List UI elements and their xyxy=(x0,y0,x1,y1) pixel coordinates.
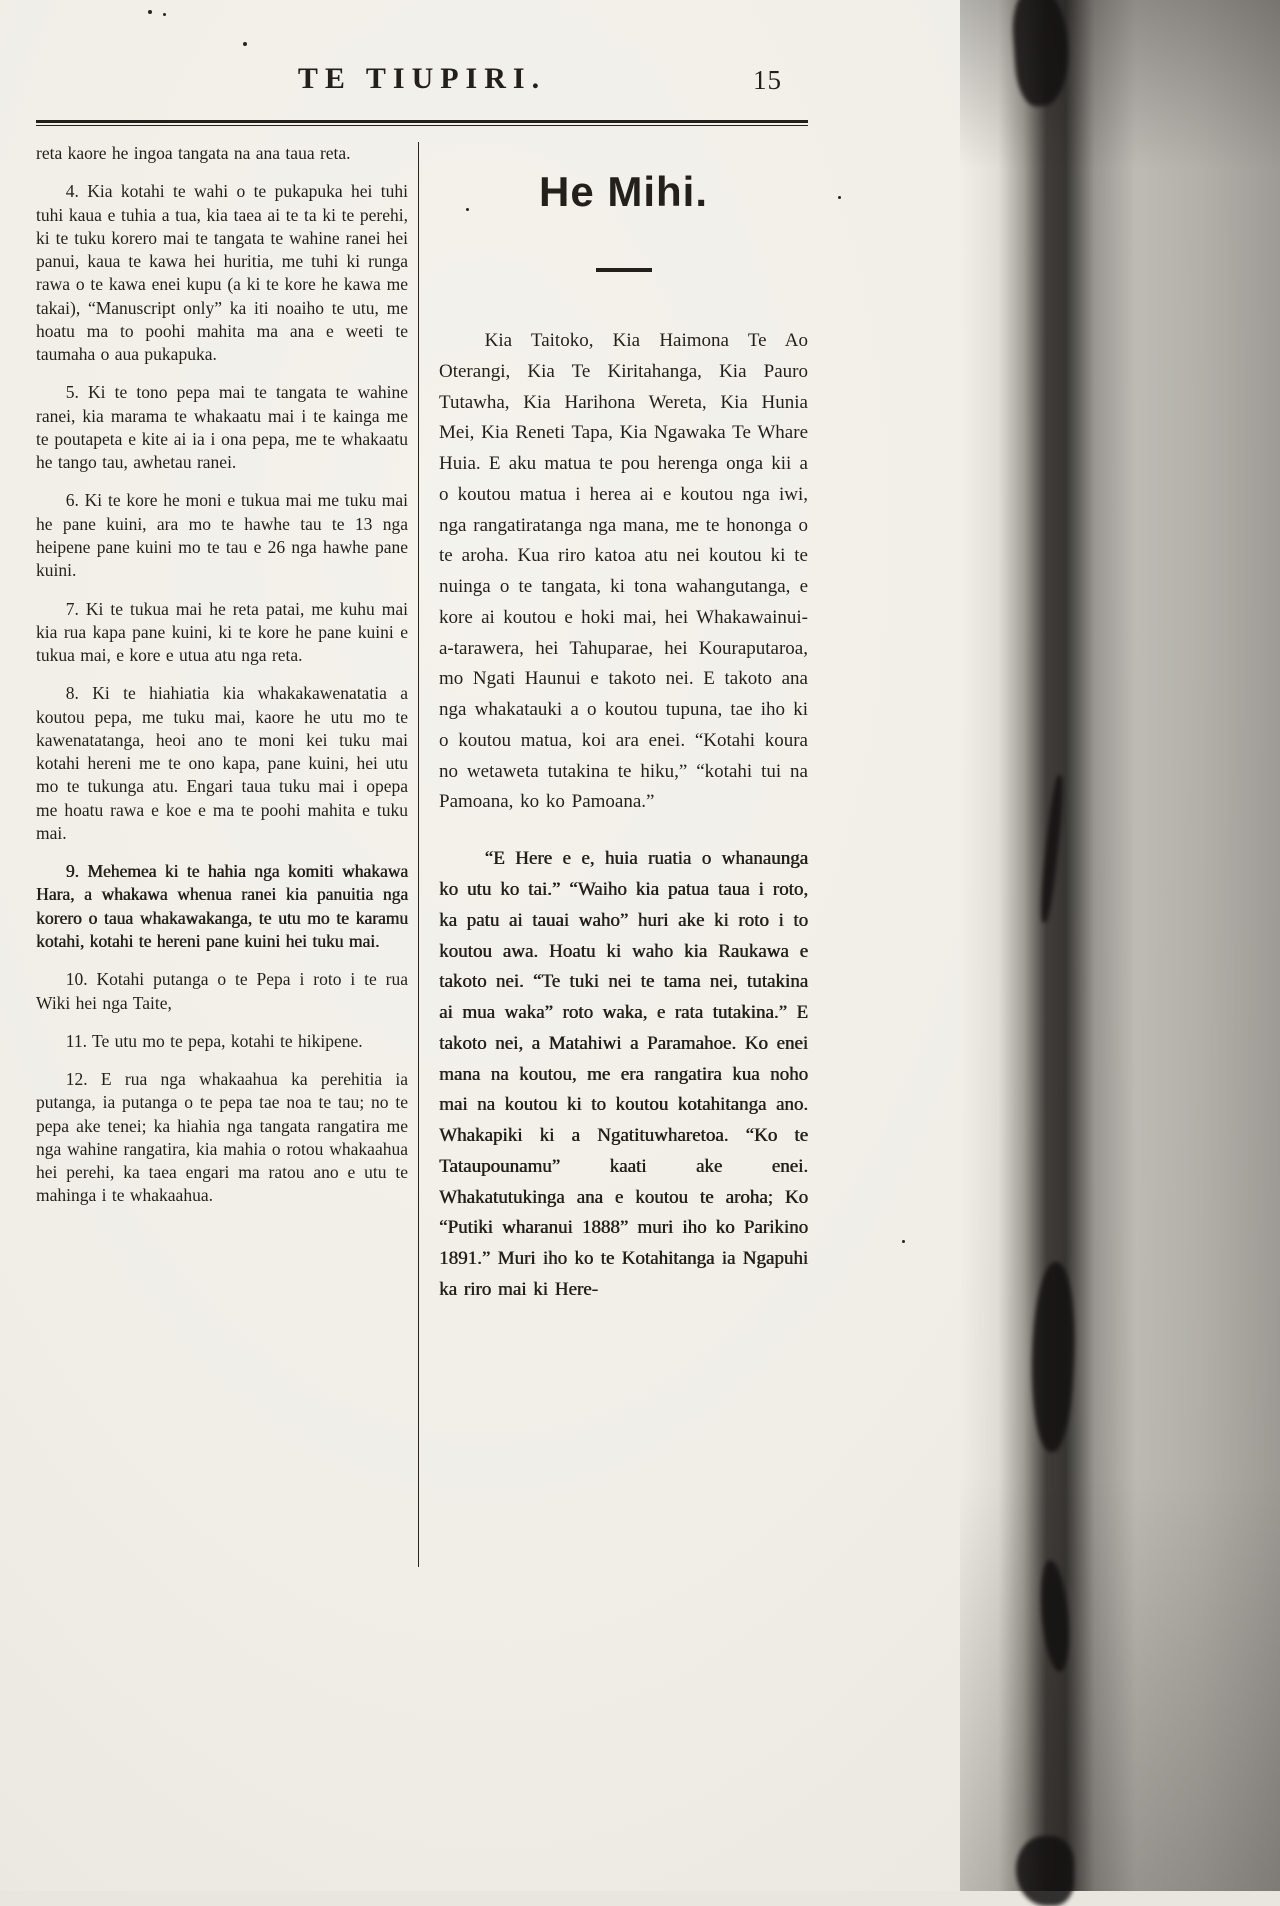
ink-speck xyxy=(148,10,152,14)
page-content xyxy=(36,62,808,1567)
left-column xyxy=(36,142,408,1567)
masthead xyxy=(36,62,808,118)
newspaper-title: TE TIUPIRI. xyxy=(297,62,547,95)
mihi-paragraph: “E Here e e, huia ruatia o whanaunga ko utu ko tai.” “Waiho kia patua taua i roto, ka patu ai tauai waho” huri ake ki roto i to koutou awa. Hoatu ki waho kia Raukawa e takoto nei. “Te tuki nei te tama nei, tutakina ai mua waka” roto waka, e rata tutakina.” E takoto nei, a Matahiwi a Paramahoe. Ko enei mana na koutou, me era rangatira kua noho mai na koutou ki to koutou kotahitanga ano. Whakapiki ki a Ngatituwharetoa. “Ko te Tataupounamu” kaati ake enei. Whakatutukinga ana e koutou te aroha; Ko “Putiki wharanui 1888” muri iho ko Parikino 1891.” Muri iho ko te Kotahitanga ia Ngapuhi ka riro mai ki Here- xyxy=(439,848,808,1300)
header-double-rule xyxy=(36,120,808,126)
ink-speck xyxy=(163,13,166,16)
left-paragraph: 11. Te utu mo te pepa, kotahi te hikipene. xyxy=(65,1030,363,1051)
left-paragraph: 6. Ki te kore he moni e tukua mai me tuku mai he pane kuini, ara mo te hawhe tau te 13 nga heipene pane kuini mo te tau e 26 nga hawhe pane kuini. xyxy=(36,490,408,581)
heading-rule xyxy=(596,268,652,272)
left-paragraph: 4. Kia kotahi te wahi o te pukapuka hei tuhi tuhi kaua e tuhia a tua, kia taea ai te ta ki te perehi, ki te tuku korero mai te tangata te wahine ranei hei panui, kaua te kawa hei huritia, me tuhi ki runga rawa o te kawa enei kupu (a ki te kore he kawa me takai), “Manuscript only” ka iti noaiho te utu, me hoatu ma to poohi mahita ma ana e weeti te taumaha o aua pukapuka. xyxy=(36,181,408,365)
left-paragraph: 9. Mehemea ki te hahia nga komiti whakawa Hara, a whakawa whenua ranei kia panuitia nga korero o taua whakawakanga, te utu mo te karamu kotahi, kotahi te hereni pane kuini hei tuku mai. xyxy=(36,861,408,951)
section-heading: He Mihi. xyxy=(538,168,708,215)
ink-speck xyxy=(902,1240,905,1243)
left-paragraph: 7. Ki te tukua mai he reta patai, me kuhu mai kia rua kapa pane kuini, ki te kore he pane kuini e tukua mai, e kore e utua atu nga reta. xyxy=(36,598,408,666)
columns xyxy=(36,142,808,1567)
ink-speck xyxy=(838,196,841,199)
mihi-paragraph: Kia Taitoko, Kia Haimona Te Ao Oterangi, Kia Te Kiritahanga, Kia Pauro Tutawha, Kia Harihona Wereta, Kia Hunia Mei, Kia Reneti Tapa, Kia Ngawaka Te Whare Huia. E aku matua te pou herenga onga kii a o koutou matua i herea ai e koutou nga iwi, nga rangatiratanga nga mana, me te hononga o te aroha. Kua riro katoa atu nei koutou ki te nuinga o te tangata, ki tona wahangutanga, e kore ai koutou e hoki mai, hei Whakawainui-a-tarawera, hei Tahuparae, hei Kouraputaroa, mo Ngati Haunui e takoto nei. E takoto ana nga whakatauki a o koutou tupuna, tae iho ki o koutou matua, koi ara enei. “Kotahi koura no wetaweta tutakina te hiku,” “kotahi tui na Pamoana, ko ko Pamoana.” xyxy=(439,330,808,813)
left-paragraph: reta kaore he ingoa tangata na ana taua reta. xyxy=(36,143,351,163)
ink-speck xyxy=(243,42,247,46)
scan-gutter-shadow xyxy=(960,0,1280,1891)
left-paragraph: 8. Ki te hiahiatia kia whakakawenatatia a koutou pepa, me tuku mai, kaore he utu mo te kawenatatanga, heoi ano te moni kei tuku mai kotahi hereni me te ono kapa, pane kuini, hei utu mo te tukunga atu. Engari taua tuku mai i opepa me hoatu rawa e koe e ma te poohi mahita e tuku mai. xyxy=(36,683,408,843)
page-number: 15 xyxy=(753,65,782,95)
ink-blotch xyxy=(1016,1836,1074,1906)
left-paragraph: 12. E rua nga whakaahua ka perehitia ia putanga, ia putanga o te pepa tae noa te tau; no te pepa ake tenei; ka hiahia nga tangata rangatira me nga wahine rangatira, kia mahia o rotou whakaahua hei perehi, ka taea engari ma ratou ano e utu te mahinga i te whakaahua. xyxy=(36,1069,408,1206)
left-paragraph: 5. Ki te tono pepa mai te tangata te wahine ranei, kia marama te whakaatu mai i te kainga me te poutapeta e kite ai ia i ona pepa, me te whakaatu he tango tau, awhetau ranei. xyxy=(36,382,408,473)
left-paragraph: 10. Kotahi putanga o te Pepa i roto i te rua Wiki hei nga Taite, xyxy=(36,969,408,1013)
right-column xyxy=(419,142,808,1567)
